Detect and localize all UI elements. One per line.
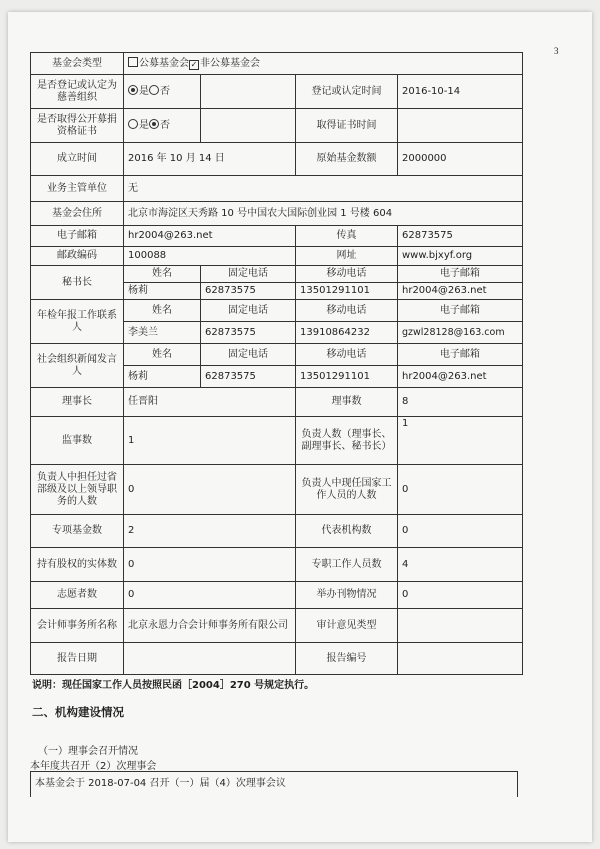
postal-label: 邮政编码 [31,247,124,266]
supervisor-label: 业务主管单位 [31,176,124,202]
secretary-mobile: 13501291101 [296,283,398,300]
supervisor-value: 无 [124,176,523,202]
equity-label: 持有股权的实体数 [31,548,124,582]
annual-email: gzwl28128@163.com [398,322,523,344]
report-date-label: 报告日期 [31,643,124,675]
row-supervisor [31,176,523,202]
fulltime-value: 4 [398,548,523,582]
public-option-label: 公募基金会 [139,58,189,69]
meeting-detail: 本基金会于 2018-07-04 召开（一）届（4）次理事会议 [35,778,286,789]
supervisor-count-label: 监事数 [31,417,124,465]
table-note: 说明：现任国家工作人员按照民函［2004］270 号规定执行。 [32,680,315,691]
press-label: 社会组织新闻发言人 [31,344,124,388]
row-postal [31,247,523,266]
postal-value: 100088 [124,247,296,266]
row-chair [31,388,523,417]
cert-blank [201,109,296,143]
secretary-name-header: 姓名 [124,266,201,283]
row-charity [31,75,523,109]
cert-options [124,109,201,143]
row-type [31,53,523,75]
audit-opinion-label: 审计意见类型 [296,609,398,643]
charity-yes-label: 是 [139,86,149,97]
page-number: 3 [554,46,559,56]
volunteer-label: 志愿者数 [31,582,124,609]
report-date-value [124,643,296,675]
email-value: hr2004@263.net [124,226,296,247]
special-fund-label: 专项基金数 [31,515,124,548]
row-equity [31,548,523,582]
row-special [31,515,523,548]
cert-no-label: 否 [160,120,170,131]
charity-label: 是否登记或认定为慈善组织 [31,75,124,109]
row-address [31,202,523,226]
secretary-label: 秘书长 [31,266,124,300]
secretary-tel: 62873575 [201,283,296,300]
annual-name: 李美兰 [124,322,201,344]
publication-value: 0 [398,582,523,609]
press-mobile-header: 移动电话 [296,344,398,366]
fax-label: 传真 [296,226,398,247]
report-no-label: 报告编号 [296,643,398,675]
audit-opinion-value [398,609,523,643]
press-tel: 62873575 [201,366,296,388]
annual-tel-header: 固定电话 [201,300,296,322]
public-checkbox[interactable] [128,57,138,67]
secretary-name: 杨莉 [124,283,201,300]
row-press-header [31,344,523,366]
chair-label: 理事长 [31,388,124,417]
cert-yes-label: 是 [139,120,149,131]
row-supervisors [31,417,523,465]
charity-blank [201,75,296,109]
press-mobile: 13501291101 [296,366,398,388]
staff-value: 0 [398,465,523,515]
row-report [31,643,523,675]
press-tel-header: 固定电话 [201,344,296,366]
leader-count-label: 负责人数（理事长、副理事长、秘书长） [296,417,398,465]
row-official [31,465,523,515]
equity-value: 0 [124,548,296,582]
website-label: 网址 [296,247,398,266]
cert-yes-radio[interactable] [128,119,138,129]
annual-mobile-header: 移动电话 [296,300,398,322]
fund-value: 2000000 [398,143,523,176]
audit-firm-label: 会计师事务所名称 [31,609,124,643]
charity-date-label: 登记或认定时间 [296,75,398,109]
charity-no-label: 否 [160,86,170,97]
chair-value: 任晋阳 [124,388,296,417]
leader-count: 1 [398,417,523,465]
press-name-header: 姓名 [124,344,201,366]
nonpublic-option-label: 非公募基金会 [200,58,260,69]
annual-mobile: 13910864232 [296,322,398,344]
rep-value: 0 [398,515,523,548]
founded-value: 2016 年 10 月 14 日 [124,143,296,176]
row-annual-header [31,300,523,322]
secretary-email-header: 电子邮箱 [398,266,523,283]
charity-yes-radio[interactable] [128,85,138,95]
row-founded [31,143,523,176]
row-email [31,226,523,247]
meeting-count: 本年度共召开（2）次理事会 [30,761,157,772]
audit-firm-value: 北京永恩力合会计师事务所有限公司 [124,609,296,643]
fax-value: 62873575 [398,226,523,247]
fulltime-label: 专职工作人员数 [296,548,398,582]
charity-options [124,75,201,109]
publication-label: 举办刊物情况 [296,582,398,609]
director-count-label: 理事数 [296,388,398,417]
annual-email-header: 电子邮箱 [398,300,523,322]
rep-label: 代表机构数 [296,515,398,548]
nonpublic-checkbox[interactable]: ✓ [190,60,198,69]
website-value[interactable]: www.bjxyf.org [398,247,523,266]
official-label: 负责人中担任过省部级及以上领导职务的人数 [31,465,124,515]
cert-label: 是否取得公开募捐资格证书 [31,109,124,143]
subsection-title: （一）理事会召开情况 [38,746,138,757]
meeting-detail-box [30,771,518,797]
press-email-header: 电子邮箱 [398,344,523,366]
type-label: 基金会类型 [31,53,124,75]
cert-no-radio[interactable] [149,119,159,129]
charity-date: 2016-10-14 [398,75,523,109]
annual-name-header: 姓名 [124,300,201,322]
secretary-email: hr2004@263.net [398,283,523,300]
cert-time-label: 取得证书时间 [296,109,398,143]
charity-no-radio[interactable] [149,85,159,95]
fund-label: 原始基金数额 [296,143,398,176]
address-value: 北京市海淀区天秀路 10 号中国农大国际创业园 1 号楼 604 [124,202,523,226]
foundation-info-table [30,52,523,675]
annual-contact-label: 年检年报工作联系人 [31,300,124,344]
supervisor-count: 1 [124,417,296,465]
report-no-value [398,643,523,675]
secretary-tel-header: 固定电话 [201,266,296,283]
press-name: 杨莉 [124,366,201,388]
official-value: 0 [124,465,296,515]
director-count: 8 [398,388,523,417]
volunteer-value: 0 [124,582,296,609]
staff-label: 负责人中现任国家工作人员的人数 [296,465,398,515]
founded-label: 成立时间 [31,143,124,176]
section-title: 二、机构建设情况 [32,705,124,719]
row-audit [31,609,523,643]
row-volunteer [31,582,523,609]
row-cert [31,109,523,143]
special-fund-value: 2 [124,515,296,548]
address-label: 基金会住所 [31,202,124,226]
type-options [124,53,523,75]
email-label: 电子邮箱 [31,226,124,247]
cert-time [398,109,523,143]
secretary-mobile-header: 移动电话 [296,266,398,283]
press-email: hr2004@263.net [398,366,523,388]
annual-tel: 62873575 [201,322,296,344]
row-secretary-header [31,266,523,283]
